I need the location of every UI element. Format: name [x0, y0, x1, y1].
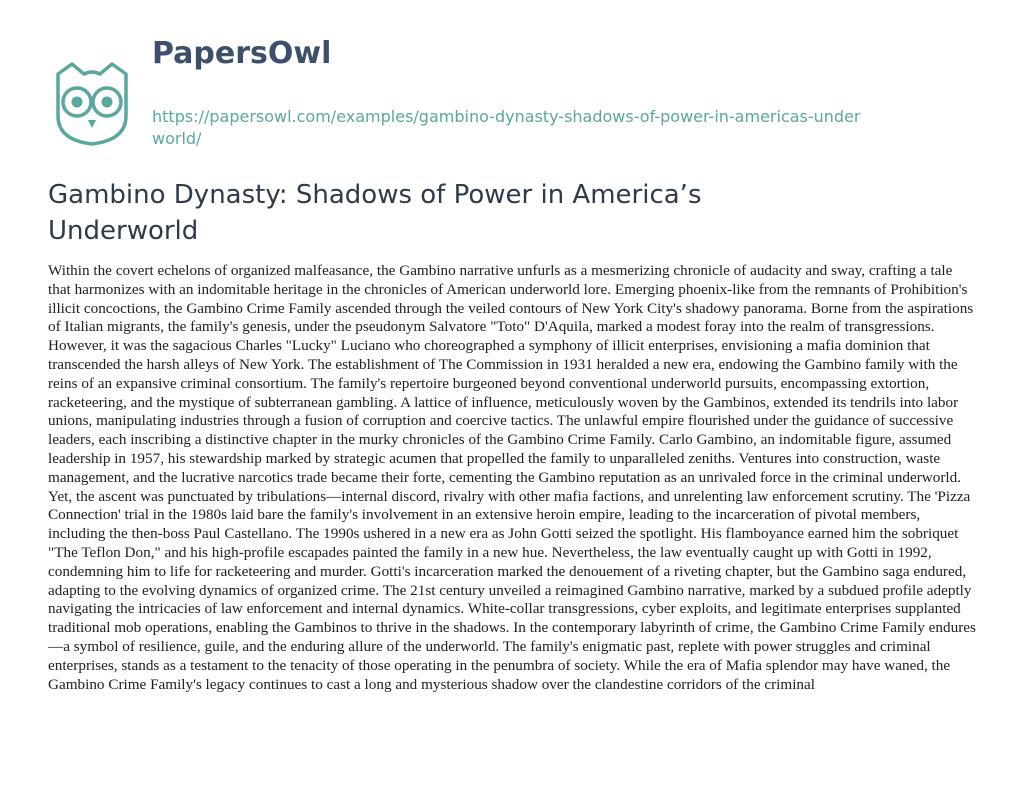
site-header — [48, 36, 988, 156]
article-title: Gambino Dynasty: Shadows of Power in America’s Underworld — [48, 180, 702, 246]
owl-logo-graphic — [48, 60, 136, 148]
owl-logo-icon[interactable] — [48, 60, 136, 148]
brand-name[interactable]: PapersOwl — [152, 36, 332, 71]
article-body: Within the covert echelons of organized malfeasance, the Gambino narrative unfurls as a mesmerizing chronicle of audacity and sway, crafting a tale that harmonizes with an indomitable heritage in the chronicles of American underworld lore. Emerging phoenix-like from the remnants of Prohibition's illicit concoctions, the Gambino Crime Family ascended through the veiled contours of New York City's shadowy panorama. Borne from the aspirations of Italian migrants, the family's genesis, under the pseudonym Salvatore "Toto" D'Aquila, marked a modest foray into the realm of transgressions. However, it was the sagacious Charles "Lucky" Luciano who choreographed a symphony of illicit enterprises, envisioning a mafia dominion that transcended the harsh alleys of New York. The establishment of The Commission in 1931 heralded a new era, endowing the Gambino family with the reins of an expansive criminal consortium. The family's repertoire burgeoned beyond conventional underworld pursuits, encompassing extortion, racketeering, and the mystique of subterranean gambling. A lattice of influence, meticulously woven by the Gambinos, extended its tendrils into labor unions, manipulating industries through a fusion of corruption and coercive tactics. The unlawful empire flourished under the guidance of successive leaders, each inscribing a distinctive chapter in the murky chronicles of the Gambino Crime Family. Carlo Gambino, an indomitable figure, assumed leadership in 1957, his stewardship marked by strategic acumen that propelled the family to unparalleled zeniths. Ventures into construction, waste management, and the lucrative narcotics trade became their forte, cementing the Gambino reputation as an unrivaled force in the criminal underworld. Yet, the ascent was punctuated by tribulations—internal discord, rivalry with other mafia factions, and unrelenting law enforcement scrutiny. The 'Pizza Connection' trial in the 1980s laid bare the family's involvement in an extensive heroin empire, leading to the incarceration of pivotal members, including the then-boss Paul Castellano. The 1990s ushered in a new era as John Gotti seized the spotlight. His flamboyance earned him the sobriquet "The Teflon Don," and his high-profile escapades painted the family in a new hue. Nevertheless, the law eventually caught up with Gotti in 1992, condemning him to life for racketeering and murder. Gotti's incarceration marked the denouement of a riveting chapter, but the Gambino saga endured, adapting to the evolving dynamics of organized crime. The 21st century unveiled a reimagined Gambino narrative, marked by a subdued profile adeptly navigating the intricacies of law enforcement and internal dynamics. White-collar transgressions, cyber exploits, and legitimate enterprises supplanted traditional mob operations, enabling the Gambinos to thrive in the shadows. In the contemporary labyrinth of crime, the Gambino Crime Family endures—a symbol of resilience, guile, and the enduring allure of the underworld. The family's enigmatic past, replete with power struggles and criminal enterprises, stands as a testament to the tenacity of those operating in the penumbra of society. While the era of Mafia splendor may have waned, the Gambino Crime Family's legacy continues to cast a long and mysterious shadow over the clandestine corridors of the criminal — [48, 262, 976, 693]
article-url-link[interactable]: https://papersowl.com/examples/gambino-dynasty-shadows-of-power-in-americas-underworld/ — [152, 107, 861, 148]
